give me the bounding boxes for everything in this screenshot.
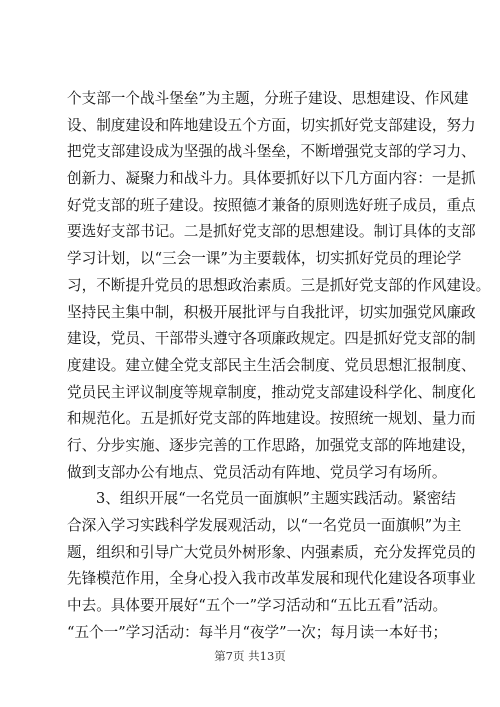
text-line: 题，组织和引导广大党员外树形象、内强素质，充分发挥党员的 bbox=[67, 543, 476, 561]
text-line: 好党支部的班子建设。按照德才兼备的原则选好班子成员，重点 bbox=[67, 196, 476, 214]
text-line: 合深入学习实践科学发展观活动，以“一名党员一面旗帜”为主 bbox=[67, 517, 462, 534]
text-line: 建设，党员、干部带头遵守各项廉政规定。四是抓好党支部的制 bbox=[67, 330, 476, 348]
text-line: 做到支部办公有地点、党员活动有阵地、党员学习有场所。 bbox=[67, 463, 447, 481]
text-line: 把党支部建设成为坚强的战斗堡垒，不断增强党支部的学习力、 bbox=[67, 143, 476, 161]
page-number-footer: 第7页 共13页 bbox=[214, 649, 286, 663]
text-line: 习，不断提升党员的思想政治素质。三是抓好党支部的作风建设。 bbox=[67, 276, 491, 294]
text-line: 行、分步实施、逐步完善的工作思路，加强党支部的阵地建设， bbox=[67, 436, 476, 454]
text-line: 度建设。建立健全党支部民主生活会制度、党员思想汇报制度、 bbox=[67, 356, 476, 374]
text-line: 创新力、凝聚力和战斗力。具体要抓好以下几方面内容：一是抓 bbox=[67, 170, 476, 188]
text-line: 个支部一个战斗堡垒”为主题，分班子建设、思想建设、作风建 bbox=[67, 90, 469, 107]
text-line: 先锋模范作用，全身心投入我市改革发展和现代化建设各项事业 bbox=[67, 570, 476, 588]
text-line: 坚持民主集中制，积极开展批评与自我批评，切实加强党风廉政 bbox=[67, 303, 476, 321]
text-line: 学习计划，以“三会一课”为主要载体，切实抓好党员的理论学 bbox=[67, 250, 462, 268]
text-line: “五个一”学习活动：每半月“夜学”一次；每月读一本好书； bbox=[67, 623, 448, 641]
text-line: 3、组织开展“一名党员一面旗帜”主题实践活动。紧密结 bbox=[96, 490, 456, 508]
text-line: 党员民主评议制度等规章制度，推动党支部建设科学化、制度化 bbox=[67, 383, 476, 401]
text-line: 和规范化。五是抓好党支部的阵地建设。按照统一规划、量力而 bbox=[67, 410, 476, 428]
text-line: 要选好支部书记。二是抓好党支部的思想建设。制订具体的支部 bbox=[67, 223, 476, 241]
text-line: 中去。具体要开展好“五个一”学习活动和“五比五看”活动。 bbox=[67, 597, 448, 615]
text-line: 设、制度建设和阵地建设五个方面，切实抓好党支部建设，努力 bbox=[67, 116, 476, 134]
body-text bbox=[67, 86, 491, 646]
